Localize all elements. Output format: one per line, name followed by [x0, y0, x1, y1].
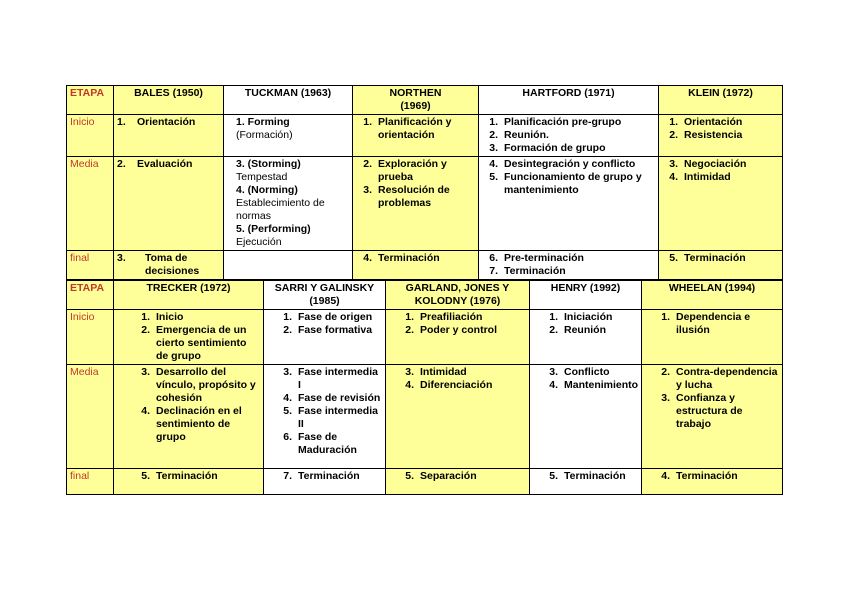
numbered-list: [398, 470, 526, 483]
list-item: [134, 324, 260, 363]
item-number: 7.: [489, 265, 498, 277]
item-number: 1.: [405, 311, 414, 323]
sarri-media: [264, 365, 386, 469]
list-item: [654, 366, 779, 392]
etapa-label: ETAPA: [67, 281, 114, 310]
item-text: Poder y control: [420, 324, 498, 336]
list-item: [662, 171, 779, 184]
row-label-inicio: Inicio: [67, 310, 114, 365]
item-number: 5.: [489, 171, 498, 183]
numbered-list: [134, 311, 260, 363]
tuckman-performing-es: Ejecución: [236, 236, 282, 248]
tuckman-performing: 5. (Performing): [236, 223, 311, 235]
item-number: 4.: [549, 379, 558, 391]
tuckman-storming: 3. (Storming): [236, 158, 301, 170]
list-item: [654, 470, 779, 483]
item-text: Pre-terminación: [504, 252, 584, 264]
header-northen: [353, 86, 479, 115]
tuckman-norming: 4. (Norming): [236, 184, 298, 196]
list-item: [482, 171, 655, 197]
header-garland: [386, 281, 530, 310]
numbered-list: [398, 311, 526, 337]
hartford-inicio: [479, 115, 659, 157]
header-garland-year: KOLODNY (1976): [414, 295, 501, 307]
list-item: [356, 158, 475, 184]
item-number: 3.: [661, 392, 670, 404]
numbered-list: [654, 311, 779, 337]
item-number: 3.: [141, 366, 150, 378]
list-item: [482, 116, 655, 129]
numbered-list: [542, 470, 638, 483]
list-item: [356, 184, 475, 210]
item-number: 4.: [661, 470, 670, 482]
item-text: Terminación: [564, 470, 626, 482]
item-text: Confianza y estructura de trabajo: [676, 392, 743, 430]
item-text: Mantenimiento: [564, 379, 639, 391]
header-tuckman: TUCKMAN (1963): [224, 86, 353, 115]
row-label-media: Media: [67, 157, 114, 251]
bales-media: [114, 157, 224, 251]
list-item: [542, 379, 638, 392]
numbered-list: [662, 252, 779, 265]
item-number: 3.: [117, 252, 126, 264]
item-text: Conflicto: [564, 366, 610, 378]
wheelan-media: [642, 365, 783, 469]
wheelan-final: [642, 469, 783, 495]
list-item: [398, 366, 526, 379]
list-item: [276, 324, 382, 337]
item-text: Toma de: [145, 252, 188, 264]
header-sarri-year: (1985): [309, 295, 340, 307]
numbered-list: [356, 116, 475, 142]
row-label-inicio: Inicio: [67, 115, 114, 157]
item-number: 4.: [489, 158, 498, 170]
item-text: Orientación: [684, 116, 743, 128]
row-label-final: final: [67, 251, 114, 280]
list-item: [134, 405, 260, 444]
list-item: [482, 252, 655, 265]
hartford-media: [479, 157, 659, 251]
list-item: [134, 311, 260, 324]
numbered-list: [398, 366, 526, 392]
item-text: Dependencia e ilusión: [676, 311, 751, 336]
item-number: 2.: [549, 324, 558, 336]
list-item: [398, 379, 526, 392]
numbered-list: [482, 252, 655, 278]
garland-inicio: [386, 310, 530, 365]
item-number: 2.: [363, 158, 372, 170]
item-text: Fase de origen: [298, 311, 373, 323]
item-number: 7.: [283, 470, 292, 482]
header-hartford: HARTFORD (1971): [479, 86, 659, 115]
wheelan-inicio: [642, 310, 783, 365]
list-item: [276, 470, 382, 483]
northen-media: [353, 157, 479, 251]
list-item: [276, 311, 382, 324]
header-sarri-name: SARRI Y GALINSKY: [274, 282, 375, 294]
list-item: [356, 116, 475, 142]
list-item: [482, 129, 655, 142]
item-text: Desarrollo del vínculo, propósito y cohesión: [156, 366, 256, 404]
item-text: Fase de Maduración: [298, 431, 357, 456]
numbered-list: [482, 158, 655, 197]
item-text: Resistencia: [684, 129, 743, 141]
klein-inicio: [659, 115, 783, 157]
item-text: Funcionamiento de grupo y mantenimiento: [504, 171, 642, 196]
list-item: [662, 116, 779, 129]
header-trecker: TRECKER (1972): [114, 281, 264, 310]
sarri-inicio: [264, 310, 386, 365]
numbered-list: [356, 158, 475, 210]
item-text: Reunión.: [504, 129, 549, 141]
item-text: Planificación y orientación: [378, 116, 452, 141]
item-number: 2.: [283, 324, 292, 336]
tuckman-forming-es: (Formación): [236, 129, 293, 141]
stages-table-2: [66, 280, 783, 495]
item-number: 2.: [489, 129, 498, 141]
tuckman-norming-es2: normas: [236, 210, 272, 222]
tuckman-storming-es: Tempestad: [236, 171, 288, 183]
header-garland-name: GARLAND, JONES Y: [405, 282, 510, 294]
numbered-list: [654, 470, 779, 483]
item-number: 4.: [669, 171, 678, 183]
list-item: [662, 252, 779, 265]
list-item: [276, 405, 382, 431]
garland-media: [386, 365, 530, 469]
list-item: [398, 311, 526, 324]
list-item: [654, 392, 779, 431]
item-number: 6.: [283, 431, 292, 443]
garland-final: [386, 469, 530, 495]
header-wheelan: WHEELAN (1994): [642, 281, 783, 310]
item-number: 2.: [661, 366, 670, 378]
item-number: 3.: [405, 366, 414, 378]
item-number: 1.: [117, 116, 126, 128]
bales-inicio: [114, 115, 224, 157]
numbered-list: [482, 116, 655, 155]
header-henry: HENRY (1992): [530, 281, 642, 310]
item-text: Intimidad: [684, 171, 731, 183]
item-number: 3.: [363, 184, 372, 196]
list-item: [276, 366, 382, 392]
item-text: Intimidad: [420, 366, 467, 378]
item-number: 4.: [141, 405, 150, 417]
item-text: Fase de revisión: [298, 392, 381, 404]
list-item: [482, 142, 655, 155]
klein-final: [659, 251, 783, 280]
header-northen-name: NORTHEN: [389, 87, 442, 99]
item-text: Emergencia de un cierto sentimiento de grupo: [156, 324, 247, 362]
item-text: Terminación: [156, 470, 218, 482]
item-number: 2.: [669, 129, 678, 141]
item-text: Evaluación: [137, 158, 193, 170]
numbered-list: [662, 116, 779, 142]
header-bales: BALES (1950): [114, 86, 224, 115]
numbered-list: [356, 252, 475, 265]
numbered-list: [134, 470, 260, 483]
item-number: 3.: [489, 142, 498, 154]
tuckman-final: [224, 251, 353, 280]
trecker-media: [114, 365, 264, 469]
item-text: Terminación: [298, 470, 360, 482]
item-text: Declinación en el sentimiento de grupo: [156, 405, 242, 443]
numbered-list: [662, 158, 779, 184]
tuckman-norming-es1: Establecimiento de: [236, 197, 325, 209]
item-text: Negociación: [684, 158, 747, 170]
tuckman-inicio: [224, 115, 353, 157]
item-text: Planificación pre-grupo: [504, 116, 622, 128]
header-klein: KLEIN (1972): [659, 86, 783, 115]
sarri-final: [264, 469, 386, 495]
item-number: 1.: [489, 116, 498, 128]
northen-inicio: [353, 115, 479, 157]
list-item: [542, 470, 638, 483]
item-number: 4.: [283, 392, 292, 404]
northen-final: [353, 251, 479, 280]
numbered-list: [542, 366, 638, 392]
item-text: Terminación: [676, 470, 738, 482]
item-text: Desintegración y conflicto: [504, 158, 636, 170]
item-text: Fase formativa: [298, 324, 373, 336]
item-text: Inicio: [156, 311, 184, 323]
item-text: Formación de grupo: [504, 142, 606, 154]
item-number: 1.: [669, 116, 678, 128]
list-item: [276, 392, 382, 405]
item-number: 2.: [405, 324, 414, 336]
bales-final: [114, 251, 224, 280]
tuckman-media: [224, 157, 353, 251]
numbered-list: [542, 311, 638, 337]
henry-final: [530, 469, 642, 495]
item-text: Separación: [420, 470, 477, 482]
henry-media: [530, 365, 642, 469]
list-item: [134, 470, 260, 483]
item-number: 5.: [669, 252, 678, 264]
item-number: 1.: [283, 311, 292, 323]
trecker-final: [114, 469, 264, 495]
item-text: decisiones: [145, 265, 200, 277]
item-number: 5.: [405, 470, 414, 482]
header-sarri: [264, 281, 386, 310]
henry-inicio: [530, 310, 642, 365]
item-number: 4.: [363, 252, 372, 264]
list-item: [482, 158, 655, 171]
item-text: Diferenciación: [420, 379, 493, 391]
list-item: [482, 265, 655, 278]
list-item: [654, 311, 779, 337]
numbered-list: [276, 311, 382, 337]
item-number: 1.: [661, 311, 670, 323]
numbered-list: [276, 470, 382, 483]
item-text: Contra-dependencia y lucha: [676, 366, 778, 391]
list-item: [276, 431, 382, 457]
item-number: 2.: [117, 158, 126, 170]
list-item: [542, 311, 638, 324]
item-number: 1.: [549, 311, 558, 323]
list-item: [398, 470, 526, 483]
klein-media: [659, 157, 783, 251]
list-item: [542, 324, 638, 337]
item-text: Iniciación: [564, 311, 613, 323]
trecker-inicio: [114, 310, 264, 365]
item-number: 4.: [405, 379, 414, 391]
item-number: 5.: [283, 405, 292, 417]
item-text: Fase intermedia II: [298, 405, 378, 430]
item-number: 6.: [489, 252, 498, 264]
stages-table-1: [66, 85, 783, 280]
item-number: 1.: [363, 116, 372, 128]
item-number: 3.: [669, 158, 678, 170]
item-text: Fase intermedia I: [298, 366, 378, 391]
item-text: Exploración y prueba: [378, 158, 447, 183]
list-item: [662, 158, 779, 171]
list-item: [356, 252, 475, 265]
list-item: [662, 129, 779, 142]
item-text: Orientación: [137, 116, 196, 128]
numbered-list: [276, 366, 382, 457]
list-item: [398, 324, 526, 337]
item-text: Terminación: [378, 252, 440, 264]
numbered-list: [134, 366, 260, 444]
row-label-media: Media: [67, 365, 114, 469]
item-number: 5.: [141, 470, 150, 482]
etapa-label: ETAPA: [67, 86, 114, 115]
item-text: Terminación: [684, 252, 746, 264]
item-number: 3.: [283, 366, 292, 378]
hartford-final: [479, 251, 659, 280]
item-number: 1.: [141, 311, 150, 323]
tuckman-forming: 1. Forming: [236, 116, 290, 128]
numbered-list: [654, 366, 779, 431]
item-text: Preafiliación: [420, 311, 483, 323]
list-item: [134, 366, 260, 405]
row-label-final: final: [67, 469, 114, 495]
list-item: [542, 366, 638, 379]
item-number: 3.: [549, 366, 558, 378]
header-northen-year: (1969): [400, 100, 431, 112]
item-number: 5.: [549, 470, 558, 482]
item-number: 2.: [141, 324, 150, 336]
item-text: Resolución de problemas: [378, 184, 450, 209]
item-text: Reunión: [564, 324, 606, 336]
item-text: Terminación: [504, 265, 566, 277]
